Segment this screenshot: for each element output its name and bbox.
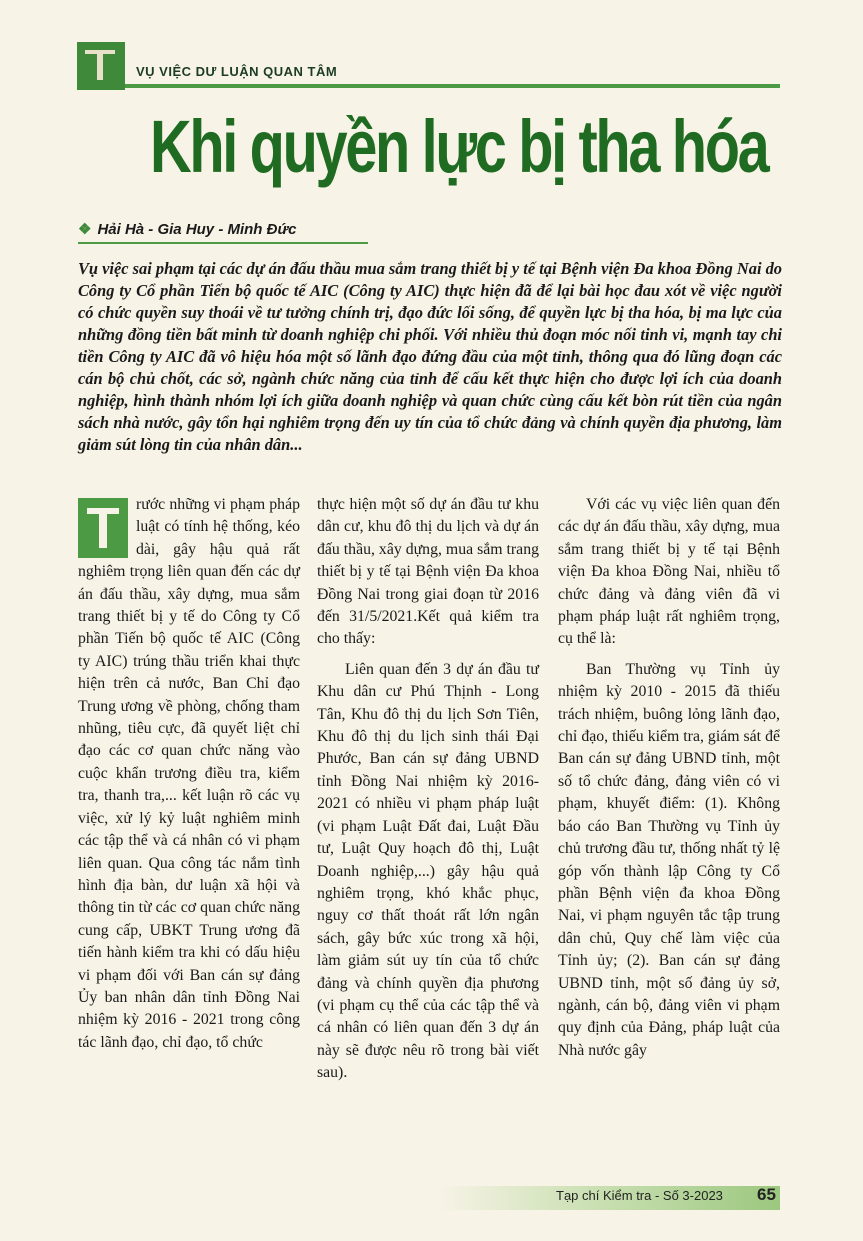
drop-cap-t-icon	[78, 498, 128, 558]
body-paragraph: thực hiện một số dự án đầu tư khu dân cư, khu đô thị du lịch và dự án đấu thầu, xây dựng, mua sắm trang thiết bị y tế tại Bệnh viện Đa khoa Đồng Nai trong giai đoạn từ 2016 đến 31/5/2021.Kết quả kiểm tra cho thấy:	[317, 496, 539, 648]
body-column-2	[317, 494, 539, 1093]
header-rule	[125, 84, 780, 88]
byline-authors: Hải Hà - Gia Huy - Minh Đức	[97, 221, 297, 238]
lead-paragraph: Vụ việc sai phạm tại các dự án đấu thầu mua sắm trang thiết bị y tế tại Bệnh viện Đa khoa Đồng Nai do Công ty Cổ phần Tiến bộ quốc tế AIC (Công ty AIC) thực hiện đã để lại bài học đau xót về việc người có chức quyền suy thoái về tư tưởng chính trị, đạo đức lối sống, để quyền lực bị tha hóa, bị ma lực của những đồng tiền bất minh từ doanh nghiệp chi phối. Với nhiều thủ đoạn móc nối tinh vi, mạnh tay chi tiền Công ty AIC đã vô hiệu hóa một số lãnh đạo đứng đầu của một tỉnh, thông qua đó lũng đoạn các cán bộ chủ chốt, các sở, ngành chức năng của tỉnh để cấu kết thực hiện cho được lợi ích của doanh nghiệp, hình thành nhóm lợi ích giữa doanh nghiệp và quan chức cùng cấu kết bòn rút tiền của ngân sách nhà nước, gây tổn hại nghiêm trọng đến uy tín của tổ chức đảng và chính quyền địa phương, làm giảm sút lòng tin của nhân dân...	[78, 259, 782, 454]
diamond-bullet-icon: ❖	[78, 221, 92, 238]
body-paragraph: Ban Thường vụ Tỉnh ủy nhiệm kỳ 2010 - 2015 đã thiếu trách nhiệm, buông lỏng lãnh đạo, chỉ đạo, thiếu kiểm tra, giám sát để Ban cán sự đảng UBND tỉnh, một số tổ chức đảng, đảng viên có vi phạm, khuyết điểm: (1). Không báo cáo Ban Thường vụ Tỉnh ủy chủ trương đầu tư, thống nhất tỷ lệ góp vốn thành lập Công ty Cổ phần Bệnh viện đa khoa Đồng Nai, vi phạm nguyên tắc tập trung dân chủ, Quy chế làm việc của Tỉnh ủy; (2). Ban cán sự đảng UBND tỉnh, một số đảng ủy sở, ngành, cán bộ, đảng viên vi phạm quy định của Đảng, pháp luật của Nhà nước gây	[558, 660, 780, 1059]
body-column-3	[558, 494, 780, 1070]
article-title: Khi quyền lực bị tha hóa	[150, 105, 768, 188]
section-title: VỤ VIỆC DƯ LUẬN QUAN TÂM	[136, 64, 338, 79]
page-number: 65	[757, 1185, 776, 1204]
body-paragraph: Liên quan đến 3 dự án đầu tư Khu dân cư Phú Thịnh - Long Tân, Khu đô thị du lịch Sơn Tiên, Khu đô thị du lịch sinh thái Đại Phước, Ban cán sự đảng UBND tỉnh Đồng Nai nhiệm kỳ 2016-2021 có nhiều vi phạm pháp luật (vi phạm Luật Đất đai, Luật Đầu tư, Luật Quy hoạch đô thị, Luật Doanh nghiệp,...) gây hậu quả nghiêm trọng, khó khắc phục, nguy cơ thất thoát rất lớn ngân sách, gây bức xúc trong xã hội, làm giảm sút uy tín của tổ chức đảng và chính quyền địa phương (vi phạm cụ thể của các tập thể và cá nhân có liên quan đến 3 dự án này sẽ được nêu rõ trong bài viết sau).	[317, 660, 539, 1082]
byline-rule	[78, 242, 368, 244]
byline	[78, 220, 378, 238]
footer-publication: Tạp chí Kiểm tra - Số 3-2023	[556, 1188, 723, 1203]
magazine-logo-icon	[77, 42, 125, 90]
body-column-1	[78, 494, 300, 1062]
body-paragraph: Với các vụ việc liên quan đến các dự án đấu thầu, xây dựng, mua sắm trang thiết bị y tế tại Bệnh viện Đa khoa Đồng Nai, nhiều tổ chức đảng và đảng viên đã vi phạm pháp luật rất nghiêm trọng, cụ thể là:	[558, 496, 780, 648]
body-paragraph: rước những vi phạm pháp luật có tính hệ thống, kéo dài, gây hậu quả rất nghiêm trọng liên quan đến các dự án đấu thầu, xây dựng, mua sắm trang thiết bị y tế do Công ty Cổ phần Tiến bộ quốc tế AIC (Công ty AIC) trúng thầu triển khai thực hiện trên cả nước, Ban Chỉ đạo Trung ương về phòng, chống tham nhũng, tiêu cực, đã quyết liệt chỉ đạo các cơ quan chức năng vào cuộc khẩn trương điều tra, kiểm tra, thanh tra,... kết luận rõ các vụ việc, xử lý kỷ luật nghiêm minh các tập thể và cá nhân có vi phạm liên quan. Qua công tác nắm tình hình địa bàn, dư luận xã hội và thông tin từ các cơ quan chức năng cung cấp, UBKT Trung ương đã tiến hành kiểm tra khi có dấu hiệu vi phạm đối với Ban cán sự đảng Ủy ban nhân dân tỉnh Đồng Nai nhiệm kỳ 2016 - 2021 trong công tác lãnh đạo, chỉ đạo, tổ chức	[78, 496, 300, 1051]
